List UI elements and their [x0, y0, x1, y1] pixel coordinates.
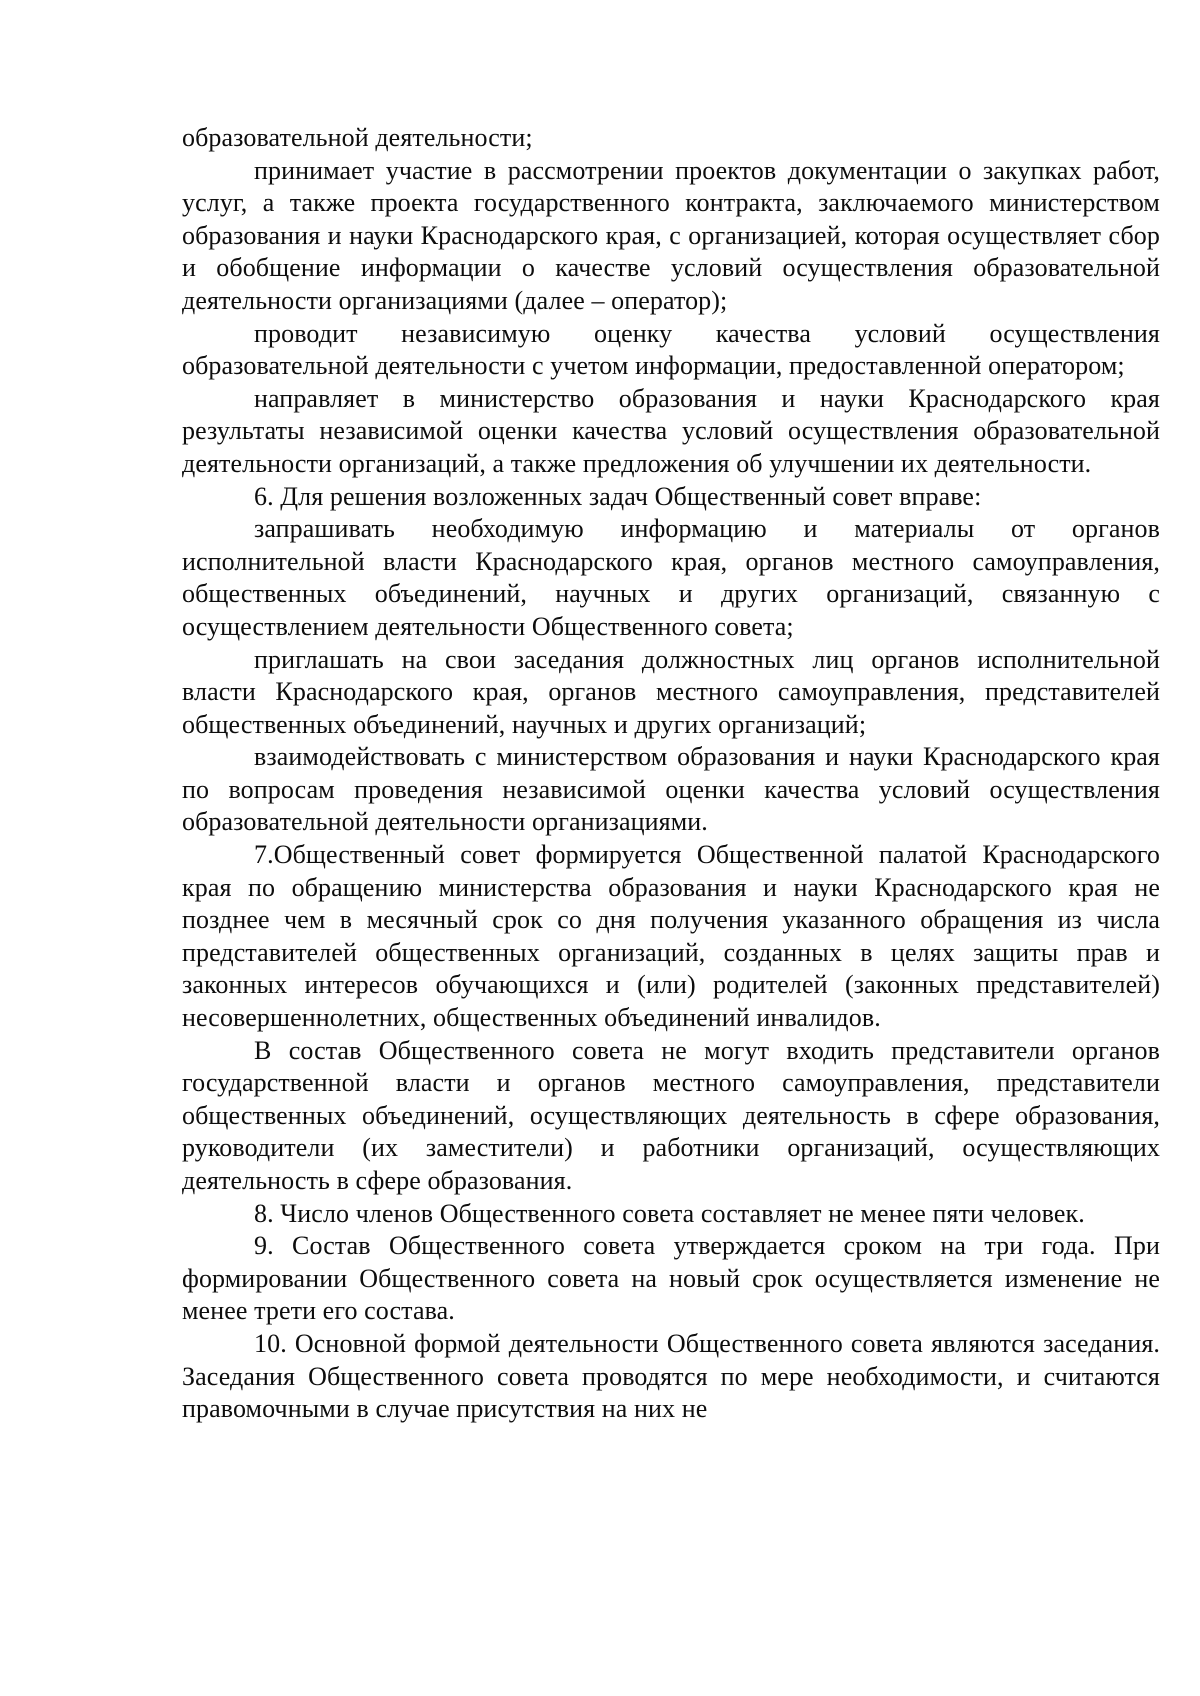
paragraph: 10. Основной формой деятельности Общественного совета являются заседания. Заседания Общественного совета проводятся по мере необходимости, и считаются правомочными в случае присутствия на них не [182, 1328, 1160, 1424]
document-body [182, 122, 1160, 1426]
paragraph: 7.Общественный совет формируется Общественной палатой Краснодарского края по обращению министерства образования и науки Краснодарского края не позднее чем в месячный срок со дня получения указанного обращения из числа представителей общественных организаций, созданных в целях защиты прав и законных интересов обучающихся и (или) родителей (законных представителей) несовершеннолетних, общественных объединений инвалидов. [182, 840, 1160, 1033]
paragraph: взаимодействовать с министерством образования и науки Краснодарского края по вопросам проведения независимой оценки качества условий осуществления образовательной деятельности организациями. [182, 742, 1160, 837]
paragraph: 6. Для решения возложенных задач Общественный совет вправе: [254, 481, 982, 511]
paragraph: В состав Общественного совета не могут входить представители органов государственной власти и органов местного самоуправления, представители общественных объединений, осуществляющих деятельность в сфере образования, руководители (их заместители) и работники организаций, осуществляющих деятельность в сфере образования. [182, 1035, 1160, 1195]
paragraph: приглашать на свои заседания должностных лиц органов исполнительной власти Краснодарского края, органов местного самоуправления, представителей общественных объединений, научных и других организаций; [182, 644, 1160, 739]
paragraph: образовательной деятельности; [182, 123, 533, 152]
paragraph: 9. Состав Общественного совета утверждается сроком на три года. При формировании Общественного совета на новый срок осуществляется изменение не менее трети его состава. [182, 1231, 1160, 1326]
paragraph: принимает участие в рассмотрении проектов документации о закупках работ, услуг, а также проекта государственного контракта, заключаемого министерством образования и науки Краснодарского края, с организацией, которая осуществляет сбор и обобщение информации о качестве условий осуществления образовательной деятельности организациями (далее – оператор); [182, 155, 1160, 315]
paragraph: проводит независимую оценку качества условий осуществления образовательной деятельности с учетом информации, предоставленной оператором; [182, 318, 1160, 381]
paragraph: запрашивать необходимую информацию и материалы от органов исполнительной власти Краснодарского края, органов местного самоуправления, общественных объединений, научных и других организаций, связанную с осуществлением деятельности Общественного совета; [182, 514, 1160, 641]
paragraph: направляет в министерство образования и науки Краснодарского края результаты независимой оценки качества условий осуществления образовательной деятельности организаций, а также предложения об улучшении их деятельности. [182, 383, 1160, 478]
paragraph: 8. Число членов Общественного совета составляет не менее пяти человек. [254, 1198, 1085, 1228]
